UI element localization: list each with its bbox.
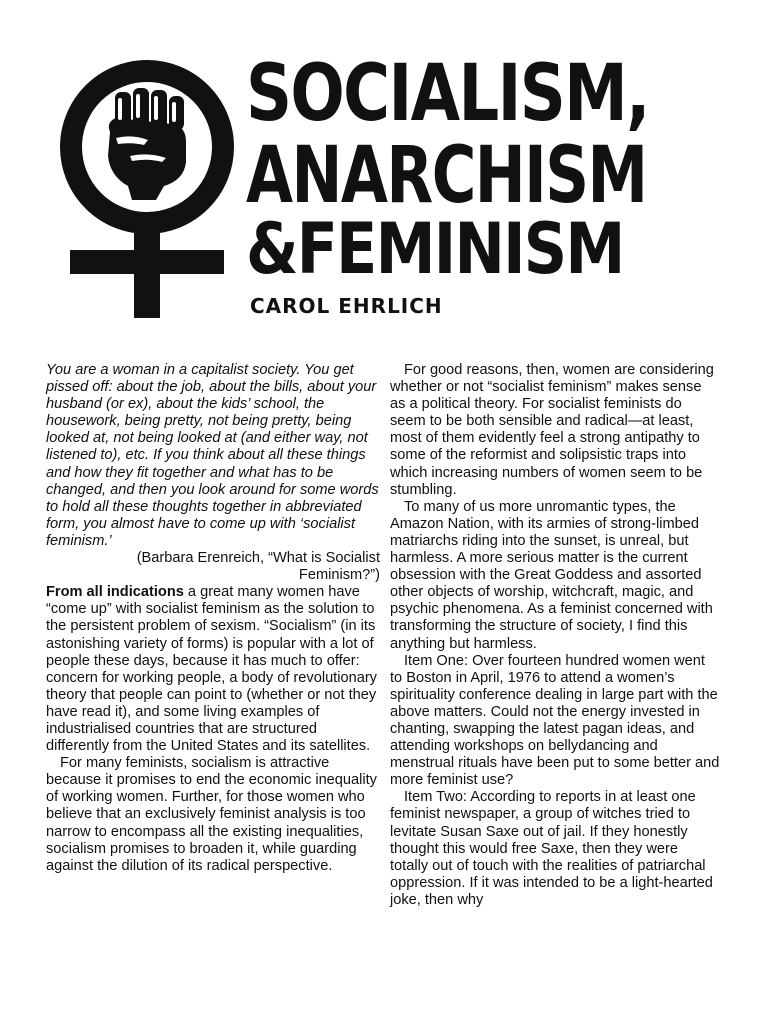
body-paragraph <box>46 584 380 755</box>
left-column <box>46 362 380 875</box>
body-paragraph: For good reasons, then, women are considering whether or not “socialist feminism” makes sense as a political theory. For socialist feminists do seem to be both sensible and radical—at least, most of them evidently feel a strong antipathy to some of the reformist and solipsistic traps into which increasing numbers of women seem to be stumbling. <box>390 362 714 498</box>
citation-line-2: Feminism?”) <box>298 567 380 584</box>
lead-in-bold: From all indications <box>46 584 184 601</box>
right-column <box>390 362 720 909</box>
quote-citation <box>46 550 380 584</box>
body-paragraph: Item One: Over fourteen hundred women went to Boston in April, 1976 to attend a women’s spirituality conference dealing in large part with the above matters. Could not the energy invested in chanting, swapping the latest pagan ideas, and attending workshops on bellydancing and menstrual rituals have been put to some better and more feminist use? <box>390 652 720 789</box>
author-name: CAROL EHRLICH <box>250 294 443 318</box>
title-line-3: &FEMINISM <box>246 208 624 290</box>
body-paragraph: Item Two: According to reports in at least one feminist newspaper, a group of witches tried to levitate Susan Saxe out of jail. If they honestly thought this would free Saxe, then they were totally out of touch with the realities of patriarchal oppression. If it was intended to be a light-hearted joke, then why <box>390 789 713 908</box>
title-line-2: ANARCHISM <box>246 131 647 221</box>
citation-line-1: (Barbara Erenreich, “What is Socialist <box>136 550 380 567</box>
body-paragraph: For many feminists, socialism is attractive because it promises to end the economic inequality of working women. Further, for those women who believe that an exclusively feminist analysis is too narrow to encompass all the existing inequalities, socialism promises to broaden it, while guarding against the dilution of its radical perspective. <box>46 755 377 874</box>
title-line-1: SOCIALISM, <box>246 49 649 139</box>
intro-quote: You are a woman in a capitalist society. You get pissed off: about the job, about the bills, about your husband (or ex), about the kids’ school, the housework, being pretty, not being pretty, being looked at, not being looked at (and either way, not listened to), etc. If you think about all these things and how they fit together and what has to be changed, and then you look around for some words to hold all these thoughts together in abbreviated form, you almost have to come up with ‘socialist feminism.’ <box>46 362 379 549</box>
feminist-fist-logo-icon <box>52 52 242 320</box>
body-paragraph: To many of us more unromantic types, the Amazon Nation, with its armies of strong-limbed matriarchs riding into the sunset, is unreal, but harmless. A more serious matter is the current obsession with the Great Goddess and assorted other objects of worship, witchcraft, magic, and psychic phenomena. As a feminist concerned with transforming the structure of society, I find this anything but harmless. <box>390 498 713 652</box>
paragraph-text: a great many women have “come up” with socialist feminism as the solution to the persistent problem of sexism. “Socialism” (in its astonishing variety of forms) is popular with a lot of people these days, because it has much to offer: concern for working people, a body of revolutionary theory that people can point to (whether or not they have read it), and some living examples of industrialised countries that are structured differently from the United States and its satellites. <box>46 584 377 755</box>
